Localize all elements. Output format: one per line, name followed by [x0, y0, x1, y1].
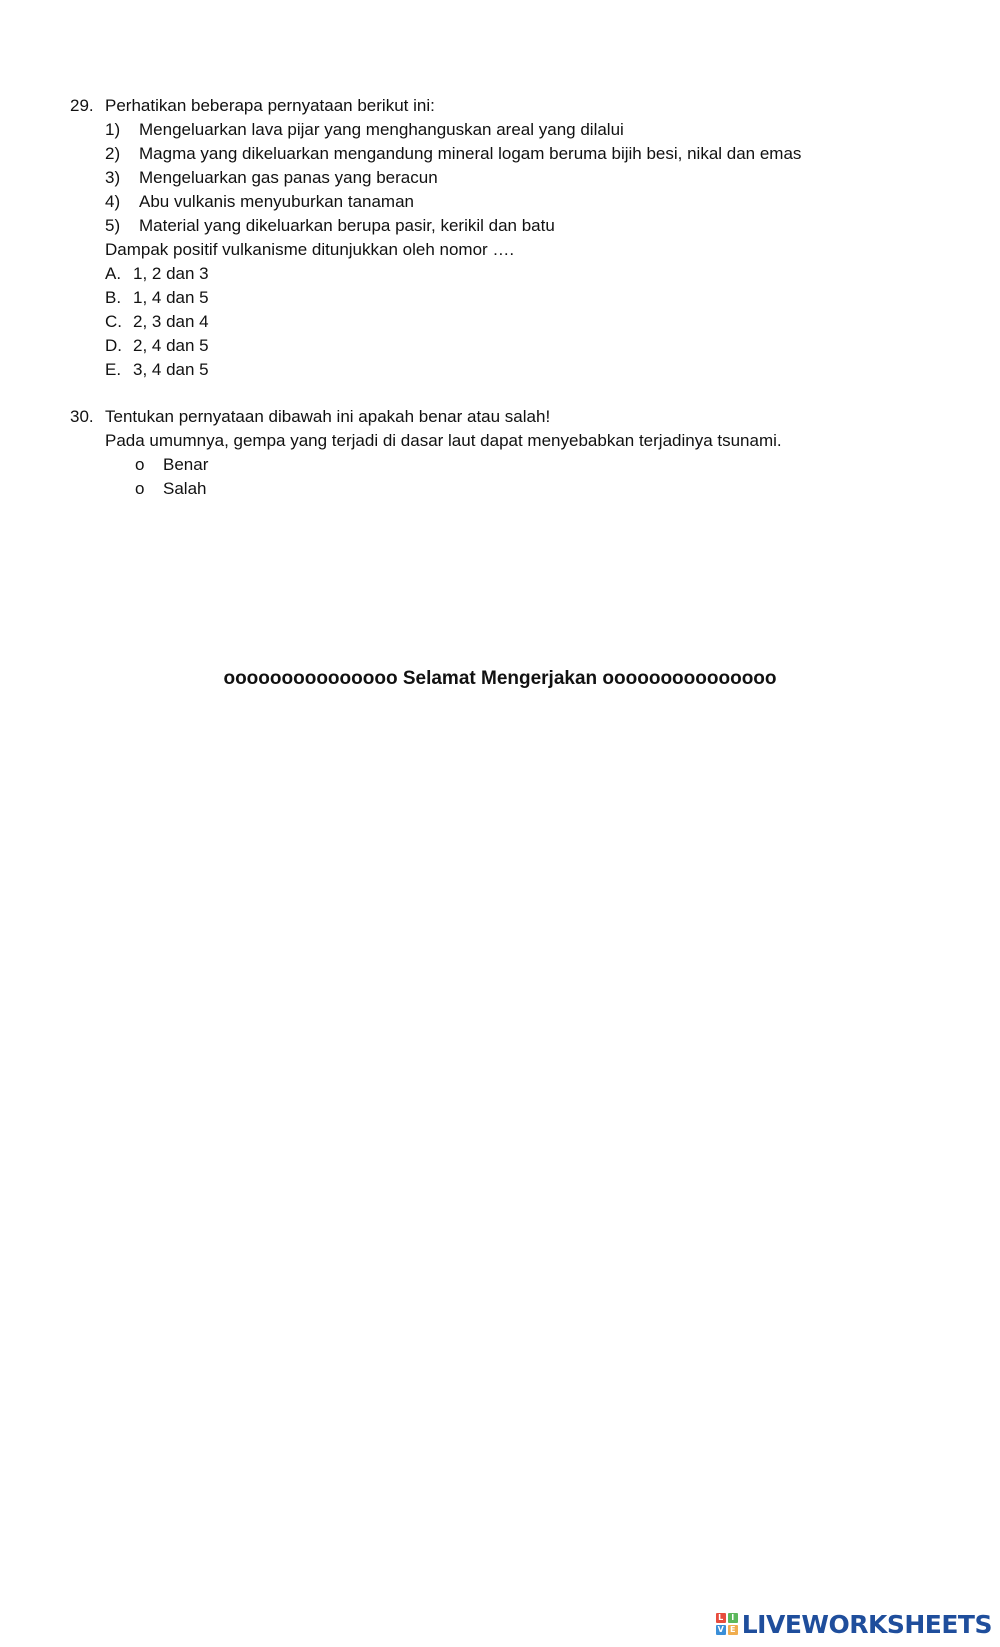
question-30 [70, 405, 970, 501]
option-text: 1, 2 dan 3 [133, 264, 209, 283]
option-text: 2, 4 dan 5 [133, 336, 209, 355]
option-letter: D. [105, 336, 122, 355]
question-text: Dampak positif vulkanisme ditunjukkan oleh nomor …. [105, 240, 515, 259]
closing-message: ooooooooooooooo Selamat Mengerjakan ooooooooooooooo [223, 668, 777, 689]
logo-tile: E [728, 1625, 738, 1635]
option-text: Salah [163, 479, 207, 498]
question-29-header [70, 94, 970, 118]
question-30-statement [70, 429, 970, 453]
statement-text: Pada umumnya, gempa yang terjadi di dasar laut dapat menyebabkan terjadinya tsunami. [105, 431, 782, 450]
statement-text: Material yang dikeluarkan berupa pasir, kerikil dan batu [139, 216, 555, 235]
radio-bullet-icon: o [135, 455, 145, 474]
radio-bullet-icon: o [135, 479, 145, 498]
statement-number: 5) [105, 216, 121, 235]
logo-tile: L [716, 1613, 726, 1623]
answer-option-d[interactable] [70, 334, 970, 358]
liveworksheets-brand [716, 1609, 992, 1639]
true-false-option-salah[interactable] [70, 477, 970, 501]
question-prompt: Perhatikan beberapa pernyataan berikut ini: [105, 96, 435, 115]
statement-number: 1) [105, 120, 121, 139]
question-prompt: Tentukan pernyataan dibawah ini apakah benar atau salah! [105, 407, 551, 426]
logo-tile: I [728, 1613, 738, 1623]
statement-text: Abu vulkanis menyuburkan tanaman [139, 192, 414, 211]
option-text: 3, 4 dan 5 [133, 360, 209, 379]
statement-text: Mengeluarkan lava pijar yang menghanguskan areal yang dilalui [139, 120, 624, 139]
option-text: Benar [163, 455, 209, 474]
statement-number: 3) [105, 168, 121, 187]
statement-item [70, 118, 970, 142]
question-29-ask [70, 238, 970, 262]
statement-text: Magma yang dikeluarkan mengandung mineral logam beruma bijih besi, nikal dan emas [139, 144, 802, 163]
question-29 [70, 94, 970, 382]
answer-option-c[interactable] [70, 310, 970, 334]
option-letter: E. [105, 360, 122, 379]
option-letter: C. [105, 312, 122, 331]
question-number: 29. [70, 96, 94, 115]
answer-option-a[interactable] [70, 262, 970, 286]
statement-number: 4) [105, 192, 121, 211]
answer-option-b[interactable] [70, 286, 970, 310]
option-letter: B. [105, 288, 122, 307]
statement-text: Mengeluarkan gas panas yang beracun [139, 168, 438, 187]
question-number: 30. [70, 407, 94, 426]
statement-item [70, 142, 970, 166]
answer-option-e[interactable] [70, 358, 970, 382]
statement-item [70, 214, 970, 238]
question-30-header [70, 405, 970, 429]
logo-tile: V [717, 1625, 724, 1634]
true-false-option-benar[interactable] [70, 453, 970, 477]
statement-number: 2) [105, 144, 121, 163]
statement-item [70, 166, 970, 190]
option-text: 2, 3 dan 4 [133, 312, 209, 331]
option-text: 1, 4 dan 5 [133, 288, 209, 307]
brand-text: LIVEWORKSHEETS [741, 1609, 992, 1639]
liveworksheets-logo-icon [716, 1613, 738, 1635]
statement-item [70, 190, 970, 214]
option-letter: A. [105, 264, 122, 283]
